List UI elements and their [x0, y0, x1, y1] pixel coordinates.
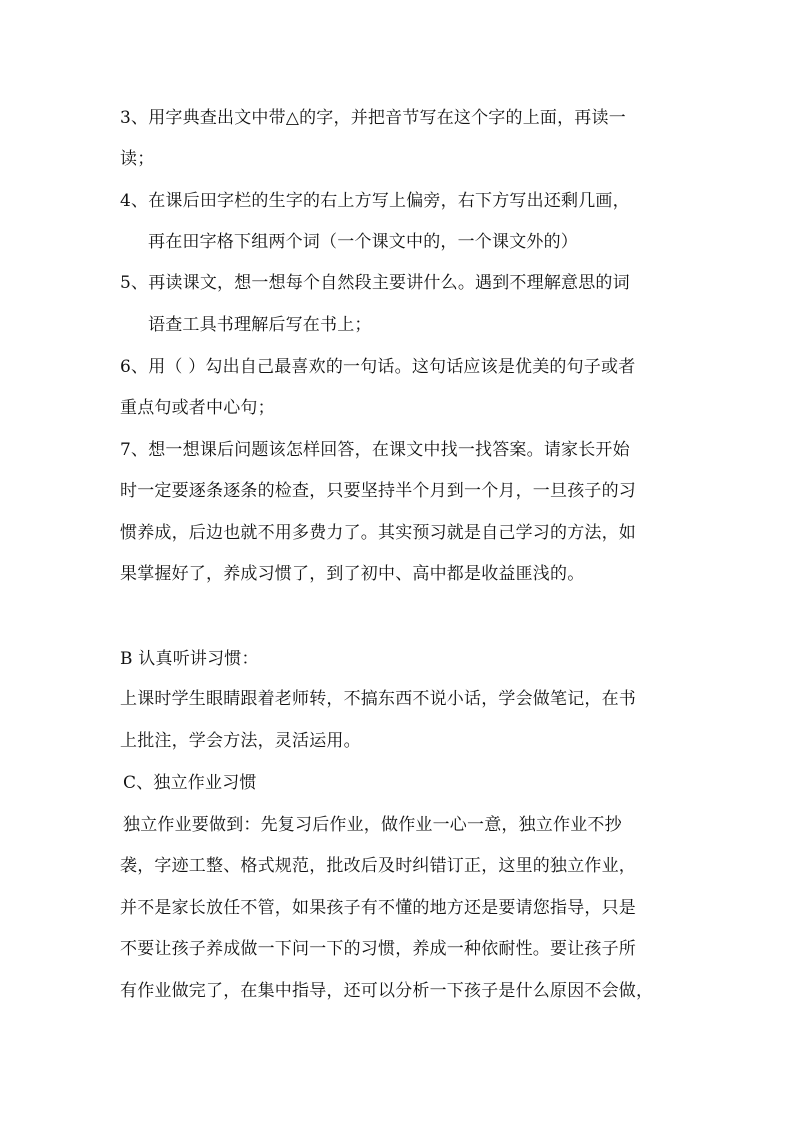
text-line: 上课时学生眼睛跟着老师转，不搞东西不说小话，学会做笔记，在书	[120, 689, 636, 709]
text-line: 6、用（ ）勾出自己最喜欢的一句话。这句话应该是优美的句子或者	[120, 357, 636, 377]
text-line: 不要让孩子养成做一下问一下的习惯，养成一种依耐性。要让孩子所	[120, 939, 636, 959]
text-line: 并不是家长放任不管，如果孩子有不懂的地方还是要请您指导，只是	[120, 898, 636, 918]
text-line: 读；	[120, 149, 155, 169]
text-line: 果掌握好了，养成习惯了，到了初中、高中都是收益匪浅的。	[120, 564, 585, 584]
section-heading-c: C、独立作业习惯	[123, 773, 257, 793]
text-line: 重点句或者中心句；	[120, 398, 275, 418]
section-heading-b: B 认真听讲习惯：	[120, 649, 259, 669]
text-line: 上批注，学会方法，灵活运用。	[120, 731, 361, 751]
text-line: 语查工具书理解后写在书上；	[148, 315, 372, 335]
text-line: 7、想一想课后问题该怎样回答，在课文中找一找答案。请家长开始	[120, 440, 630, 460]
text-line: 袭，字迹工整、格式规范，批改后及时纠错订正，这里的独立作业，	[120, 856, 636, 876]
text-line: 5、再读课文，想一想每个自然段主要讲什么。遇到不理解意思的词	[120, 273, 630, 293]
text-line: 时一定要逐条逐条的检查，只要坚持半个月到一个月，一旦孩子的习	[120, 481, 636, 501]
text-line: 惯养成，后边也就不用多费力了。其实预习就是自己学习的方法，如	[120, 523, 636, 543]
text-line: 有作业做完了，在集中指导，还可以分析一下孩子是什么原因不会做，	[120, 981, 654, 1001]
text-line: 独立作业要做到：先复习后作业，做作业一心一意，独立作业不抄	[123, 815, 622, 835]
text-line: 4、在课后田字栏的生字的右上方写上偏旁，右下方写出还剩几画，	[120, 191, 630, 211]
text-line: 3、用字典查出文中带△的字，并把音节写在这个字的上面，再读一	[120, 108, 626, 128]
text-line: 再在田字格下组两个词（一个课文中的，一个课文外的）	[148, 232, 578, 252]
